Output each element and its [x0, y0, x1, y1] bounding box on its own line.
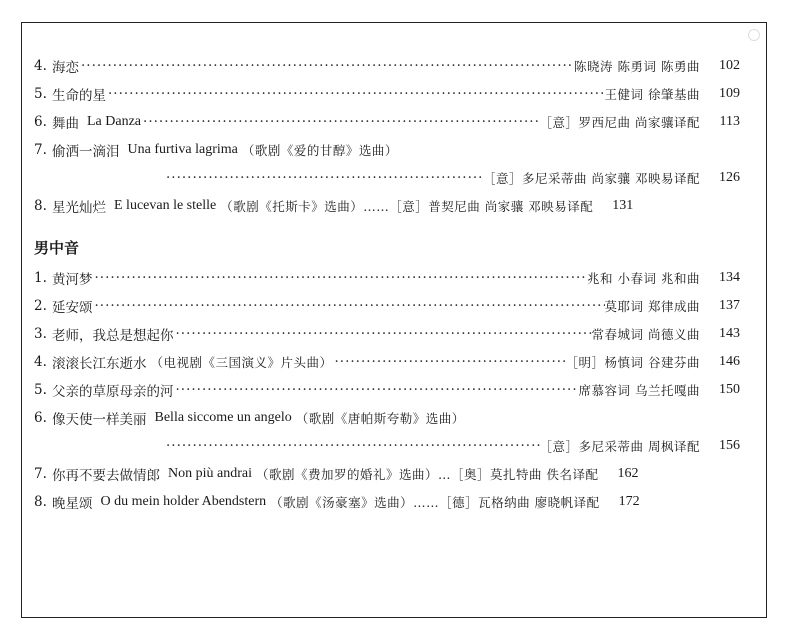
entry-subtitle: （歌剧《托斯卡》选曲）……: [220, 199, 390, 214]
entry-number: 4.: [34, 354, 47, 370]
entry-latin-title: La Danza: [87, 114, 142, 129]
entry-number: 6.: [34, 410, 47, 426]
entry-page: 113: [719, 114, 740, 129]
entry-title: 黄河梦: [52, 272, 93, 288]
entry-credit: ［意］多尼采蒂曲 尚家骧 邓映易译配: [483, 171, 700, 186]
entry-number: 8.: [34, 198, 47, 214]
entry-page: 134: [719, 270, 740, 285]
entry-page: 150: [719, 382, 740, 397]
entry-latin-title: O du mein holder Abendstern: [100, 494, 267, 509]
toc-entry[interactable]: [34, 264, 740, 292]
entry-page: 109: [719, 86, 740, 101]
corner-mark: [748, 29, 760, 41]
entry-latin-title: Non più andrai: [168, 466, 252, 481]
entry-number: 4.: [34, 58, 47, 74]
entry-latin-title: Bella siccome un angelo: [154, 410, 292, 425]
entry-title: 父亲的草原母亲的河: [52, 384, 174, 400]
leader-dots: [333, 354, 566, 370]
entry-title: 偷洒一滴泪: [52, 144, 120, 160]
entry-credit: 莫耶词 郑律成曲: [604, 299, 700, 314]
entry-credit: ［奥］莫扎特曲 佚名译配: [451, 467, 599, 482]
toc-entry[interactable]: [34, 136, 740, 164]
entry-page: 146: [719, 354, 740, 369]
entry-number: 5.: [34, 382, 47, 398]
entry-credit: ［意］普契尼曲 尚家骧 邓映易译配: [389, 199, 594, 214]
entry-page: 143: [719, 326, 740, 341]
section-heading: 男中音: [34, 239, 80, 257]
entry-page: 156: [719, 438, 740, 453]
entry-page: 126: [719, 170, 740, 185]
entry-latin-title: Una furtiva lagrima: [127, 142, 238, 157]
entry-number: 3.: [34, 326, 47, 342]
leader-dots: [106, 86, 605, 102]
entry-title: 你再不要去做情郎: [52, 468, 160, 484]
entry-number: 7.: [34, 142, 47, 158]
entry-number: 7.: [34, 466, 47, 482]
toc-entry[interactable]: [34, 52, 740, 80]
entry-number: 6.: [34, 114, 47, 130]
leader-dots: [93, 298, 605, 314]
leader-dots: [164, 438, 540, 454]
leader-dots: [174, 326, 592, 342]
entry-page: 172: [618, 494, 640, 509]
entry-credit: 常春城词 尚德义曲: [591, 327, 700, 342]
entry-title: 延安颂: [52, 300, 93, 316]
leader-dots: [79, 58, 574, 74]
entry-number: 5.: [34, 86, 47, 102]
entry-subtitle: （歌剧《爱的甘醇》选曲）: [241, 143, 398, 158]
entry-credit: 兆和 小春词 兆和曲: [587, 271, 700, 286]
entry-title: 像天使一样美丽: [52, 412, 147, 428]
toc-entry[interactable]: [34, 192, 740, 220]
entry-subtitle: （歌剧《费加罗的婚礼》选曲）…: [255, 467, 451, 482]
leader-dots: [164, 170, 483, 186]
entry-subtitle: （歌剧《汤豪塞》选曲）……: [270, 495, 440, 510]
leader-dots: [174, 382, 579, 398]
toc-entry[interactable]: [34, 488, 740, 516]
leader-dots: [93, 270, 588, 286]
toc-entry[interactable]: [34, 292, 740, 320]
entry-title: 生命的星: [52, 88, 106, 104]
leader-dots: [141, 114, 539, 130]
toc-entry[interactable]: [34, 320, 740, 348]
toc-entry[interactable]: [34, 404, 740, 432]
toc-entry[interactable]: [34, 108, 740, 136]
toc-entry-continuation[interactable]: [34, 432, 740, 460]
entry-subtitle: （歌剧《唐帕斯夸勒》选曲）: [295, 411, 465, 426]
toc-entry[interactable]: [34, 460, 740, 488]
entry-title: 星光灿烂: [52, 200, 106, 216]
entry-number: 8.: [34, 494, 47, 510]
entry-number: 1.: [34, 270, 47, 286]
entry-credit: 陈晓涛 陈勇词 陈勇曲: [574, 59, 700, 74]
entry-subtitle: （电视剧《三国演义》片头曲）: [150, 355, 333, 370]
entry-title: 海恋: [52, 60, 79, 76]
entry-number: 2.: [34, 298, 47, 314]
toc-content: [34, 52, 740, 516]
toc-entry[interactable]: [34, 80, 740, 108]
toc-entry-continuation[interactable]: [34, 164, 740, 192]
entry-title: 老师，我总是想起你: [52, 328, 174, 344]
entry-credit: 席慕容词 乌兰托嘎曲: [578, 383, 700, 398]
toc-entry[interactable]: [34, 348, 740, 376]
entry-title: 晚星颂: [52, 496, 93, 512]
entry-credit: ［德］瓦格纳曲 廖晓帆译配: [439, 495, 600, 510]
entry-credit: ［明］杨慎词 谷建芬曲: [565, 355, 700, 370]
entry-latin-title: E lucevan le stelle: [114, 198, 217, 213]
entry-title: 舞曲: [52, 116, 79, 132]
entry-page: 162: [617, 466, 639, 481]
entry-page: 102: [719, 58, 740, 73]
toc-entry[interactable]: [34, 376, 740, 404]
entry-credit: ［意］罗西尼曲 尚家骧译配: [539, 115, 700, 130]
entry-page: 131: [612, 198, 634, 213]
entry-page: 137: [719, 298, 740, 313]
entry-credit: 王健词 徐肇基曲: [604, 87, 700, 102]
entry-credit: ［意］多尼采蒂曲 周枫译配: [539, 439, 700, 454]
entry-title: 滚滚长江东逝水: [52, 356, 147, 372]
